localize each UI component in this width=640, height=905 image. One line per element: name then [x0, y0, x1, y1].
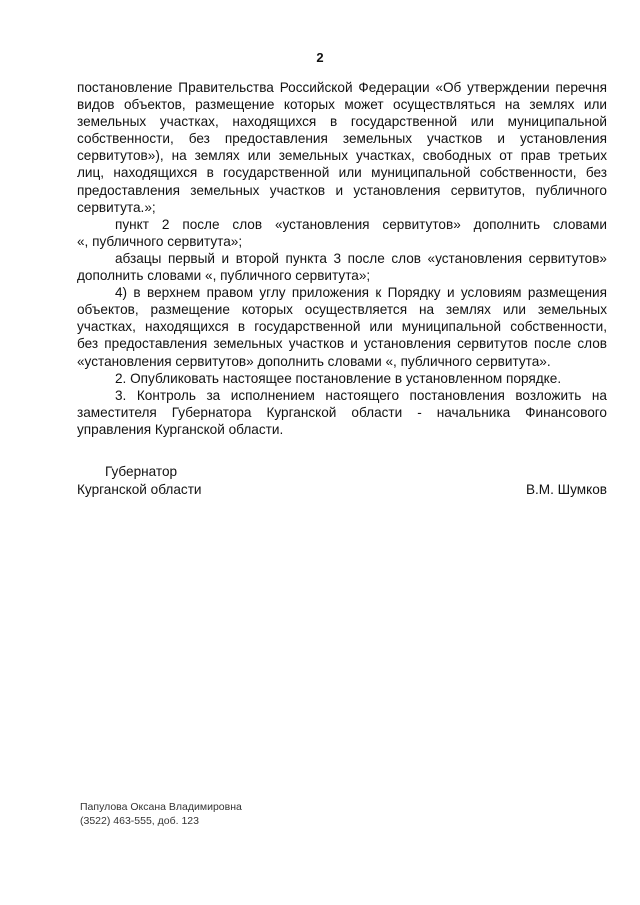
- body-line: без предоставления земельных участков и установления сервитутов после слов: [77, 336, 607, 352]
- body-line: сервитута.»;: [77, 199, 156, 215]
- body-line: предоставления земельных участков и установления сервитутов, публичного: [77, 182, 607, 198]
- body-line: «, публичного сервитута»;: [77, 233, 243, 249]
- body-line: объектов, размещение которых осуществляется на землях или земельных: [77, 302, 607, 318]
- body-line: 3. Контроль за исполнением настоящего постановления возложить на: [115, 387, 607, 403]
- body-line: дополнить словами «, публичного сервитута»;: [77, 268, 371, 284]
- body-line: земельных участках, находящихся в государственной или муниципальной: [77, 114, 607, 130]
- body-line: 2. Опубликовать настоящее постановление в установленном порядке.: [115, 370, 562, 386]
- signatory-region: Курганской области: [77, 482, 202, 497]
- body-line: лиц, находящихся в государственной или муниципальной собственности, без: [77, 165, 607, 181]
- body-line: постановление Правительства Российской Федерации «Об утверждении перечня: [77, 80, 607, 95]
- body-line: «установления сервитутов» дополнить словами «, публичного сервитута».: [77, 353, 551, 369]
- body-line: заместителя Губернатора Курганской области - начальника Финансового: [77, 404, 607, 420]
- executor-name: Папулова Оксана Владимировна: [80, 801, 242, 813]
- signatory-name: В.М. Шумков: [525, 482, 607, 497]
- executor-info: [80, 800, 242, 828]
- executor-phone: (3522) 463-555, доб. 123: [80, 815, 199, 827]
- page-number: 2: [316, 50, 324, 65]
- body-line: видов объектов, размещение которых может осуществляться на землях или: [77, 97, 607, 113]
- body-line: пункт 2 после слов «установления сервитутов» дополнить словами: [115, 216, 607, 232]
- body-line: собственности, без предоставления земельных участков и установления: [77, 131, 607, 147]
- body-line: сервитутов»), на землях или земельных участках, свободных от прав третьих: [77, 148, 607, 164]
- body-line: абзацы первый и второй пункта 3 после слов «установления сервитутов»: [115, 250, 607, 266]
- signature-block: [77, 463, 607, 499]
- document-body: [77, 79, 607, 438]
- body-line: управления Курганской области.: [77, 421, 284, 437]
- body-line: 4) в верхнем правом углу приложения к Порядку и условиям размещения: [115, 285, 607, 301]
- body-line: участках, находящихся в государственной или муниципальной собственности,: [77, 319, 607, 335]
- signatory-title: Губернатор: [105, 464, 178, 479]
